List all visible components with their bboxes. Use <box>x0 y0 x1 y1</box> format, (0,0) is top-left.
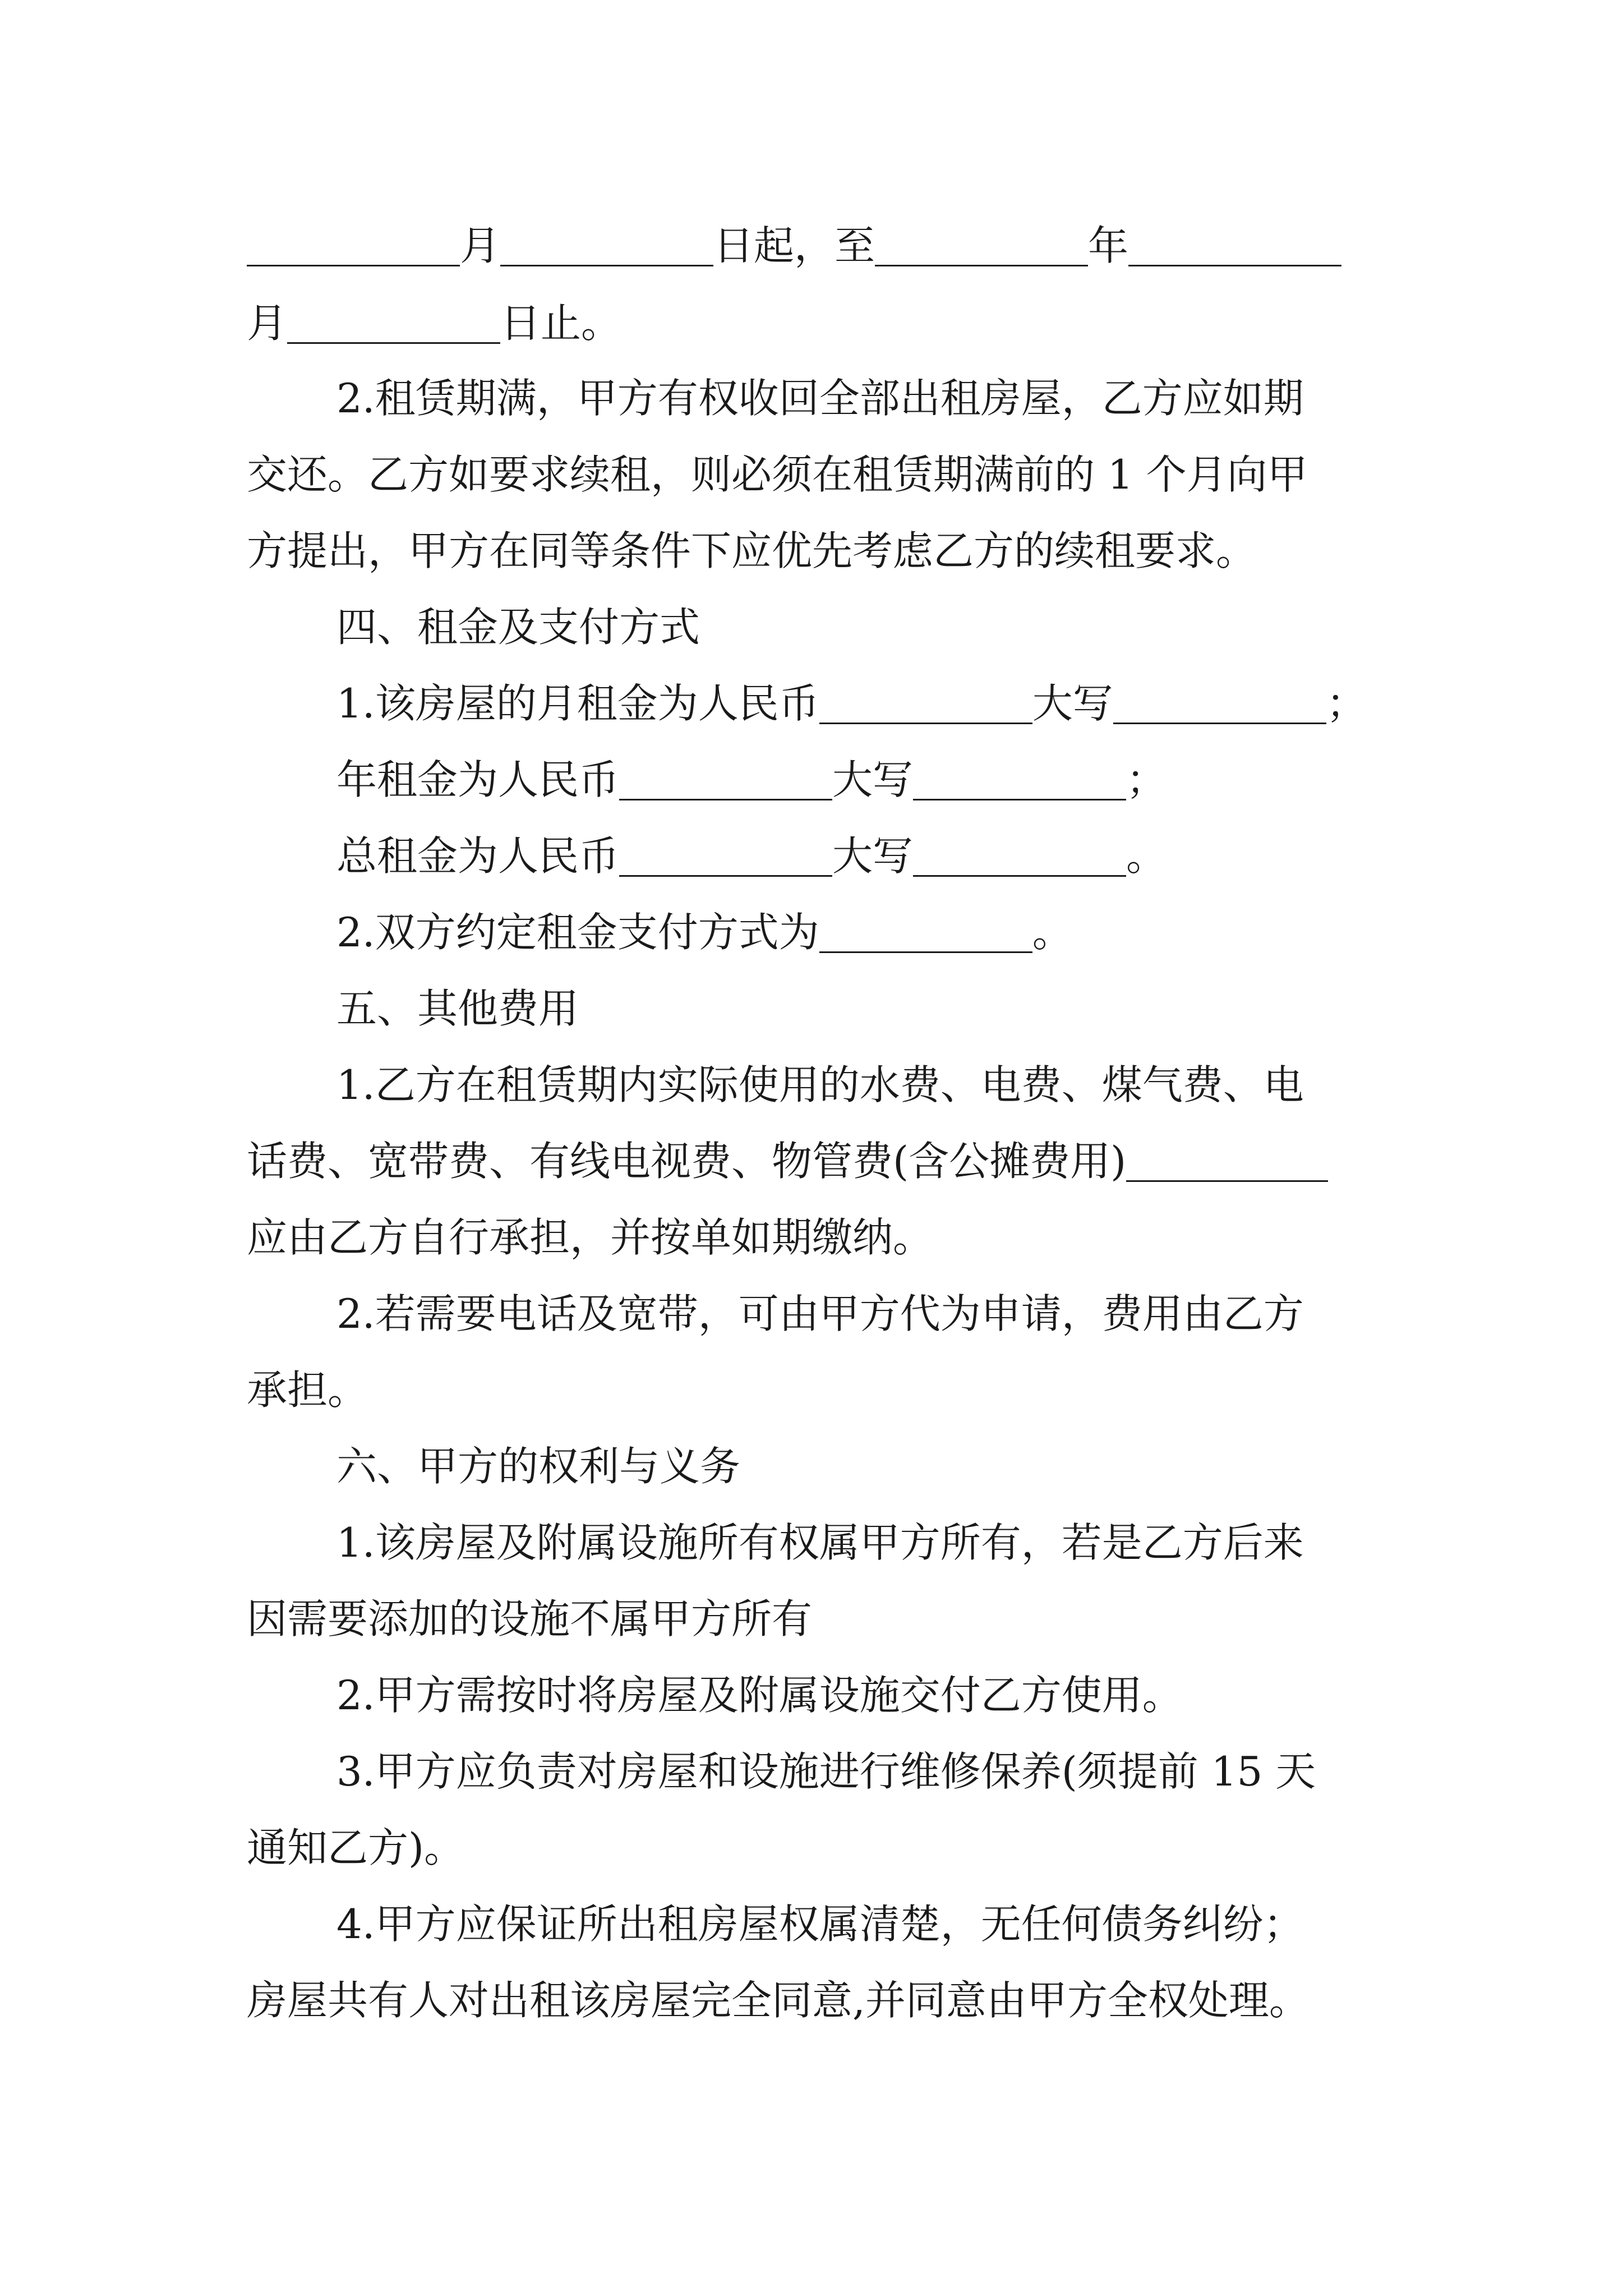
blank-field[interactable] <box>619 836 832 877</box>
section-heading: 六、甲方的权利与义务 <box>336 1443 741 1490</box>
term-end-line: 月 日止。 <box>247 300 622 347</box>
paragraph-line: 1.乙方在租赁期内实际使用的水费、电费、煤气费、电 <box>336 1061 1304 1108</box>
blank-field[interactable] <box>619 760 832 800</box>
term-start-line: 月 日起，至 年 <box>247 218 1341 274</box>
paragraph-line: 2.甲方需按时将房屋及附属设施交付乙方使用。 <box>336 1672 1183 1719</box>
paragraph-line: 方提出，甲方在同等条件下应优先考虑乙方的续租要求。 <box>247 527 1257 574</box>
total-rent-line: 总租金为人民币 大写 。 <box>336 832 1167 880</box>
blank-field[interactable] <box>819 683 1032 724</box>
annual-rent-line: 年租金为人民币 大写 ； <box>336 756 1167 803</box>
blank-field[interactable] <box>500 226 713 266</box>
blank-field[interactable] <box>287 303 500 344</box>
paragraph-line: 因需要添加的设施不属甲方所有 <box>247 1595 813 1642</box>
paragraph-line: 房屋共有人对出租该房屋完全同意,并同意由甲方全权处理。 <box>247 1977 1310 2024</box>
blank-field[interactable] <box>913 836 1126 877</box>
blank-field[interactable] <box>819 912 1032 953</box>
monthly-rent-line: 1.该房屋的月租金为人民币 大写 ； <box>336 680 1367 727</box>
payment-method-line: 2.双方约定租金支付方式为 。 <box>336 909 1073 956</box>
paragraph-line: 3.甲方应负责对房屋和设施进行维修保养(须提前 15 天 <box>336 1748 1316 1795</box>
blank-field[interactable] <box>1126 1141 1328 1182</box>
paragraph-line: 4.甲方应保证所出租房屋权属清楚，无任何债务纠纷； <box>336 1901 1304 1948</box>
paragraph-line: 通知乙方)。 <box>247 1824 465 1871</box>
blank-field[interactable] <box>875 226 1088 266</box>
paragraph-line: 1.该房屋及附属设施所有权属甲方所有，若是乙方后来 <box>336 1519 1304 1566</box>
section-heading: 五、其他费用 <box>336 985 579 1032</box>
paragraph-line: 应由乙方自行承担，并按单如期缴纳。 <box>247 1214 934 1261</box>
paragraph-line: 2.租赁期满，甲方有权收回全部出租房屋，乙方应如期 <box>336 375 1304 422</box>
blank-field[interactable] <box>247 226 460 266</box>
paragraph-line: 交还。乙方如要求续租，则必须在租赁期满前的 1 个月向甲 <box>247 451 1308 498</box>
paragraph-line: 承担。 <box>247 1366 368 1414</box>
blank-field[interactable] <box>1113 683 1326 724</box>
blank-field[interactable] <box>913 760 1126 800</box>
section-heading: 四、租金及支付方式 <box>336 604 700 651</box>
paragraph-line: 2.若需要电话及宽带，可由甲方代为申请，费用由乙方 <box>336 1290 1304 1337</box>
blank-field[interactable] <box>1128 226 1341 266</box>
paragraph-line: 话费、宽带费、有线电视费、物管费(含公摊费用) <box>247 1133 1328 1189</box>
